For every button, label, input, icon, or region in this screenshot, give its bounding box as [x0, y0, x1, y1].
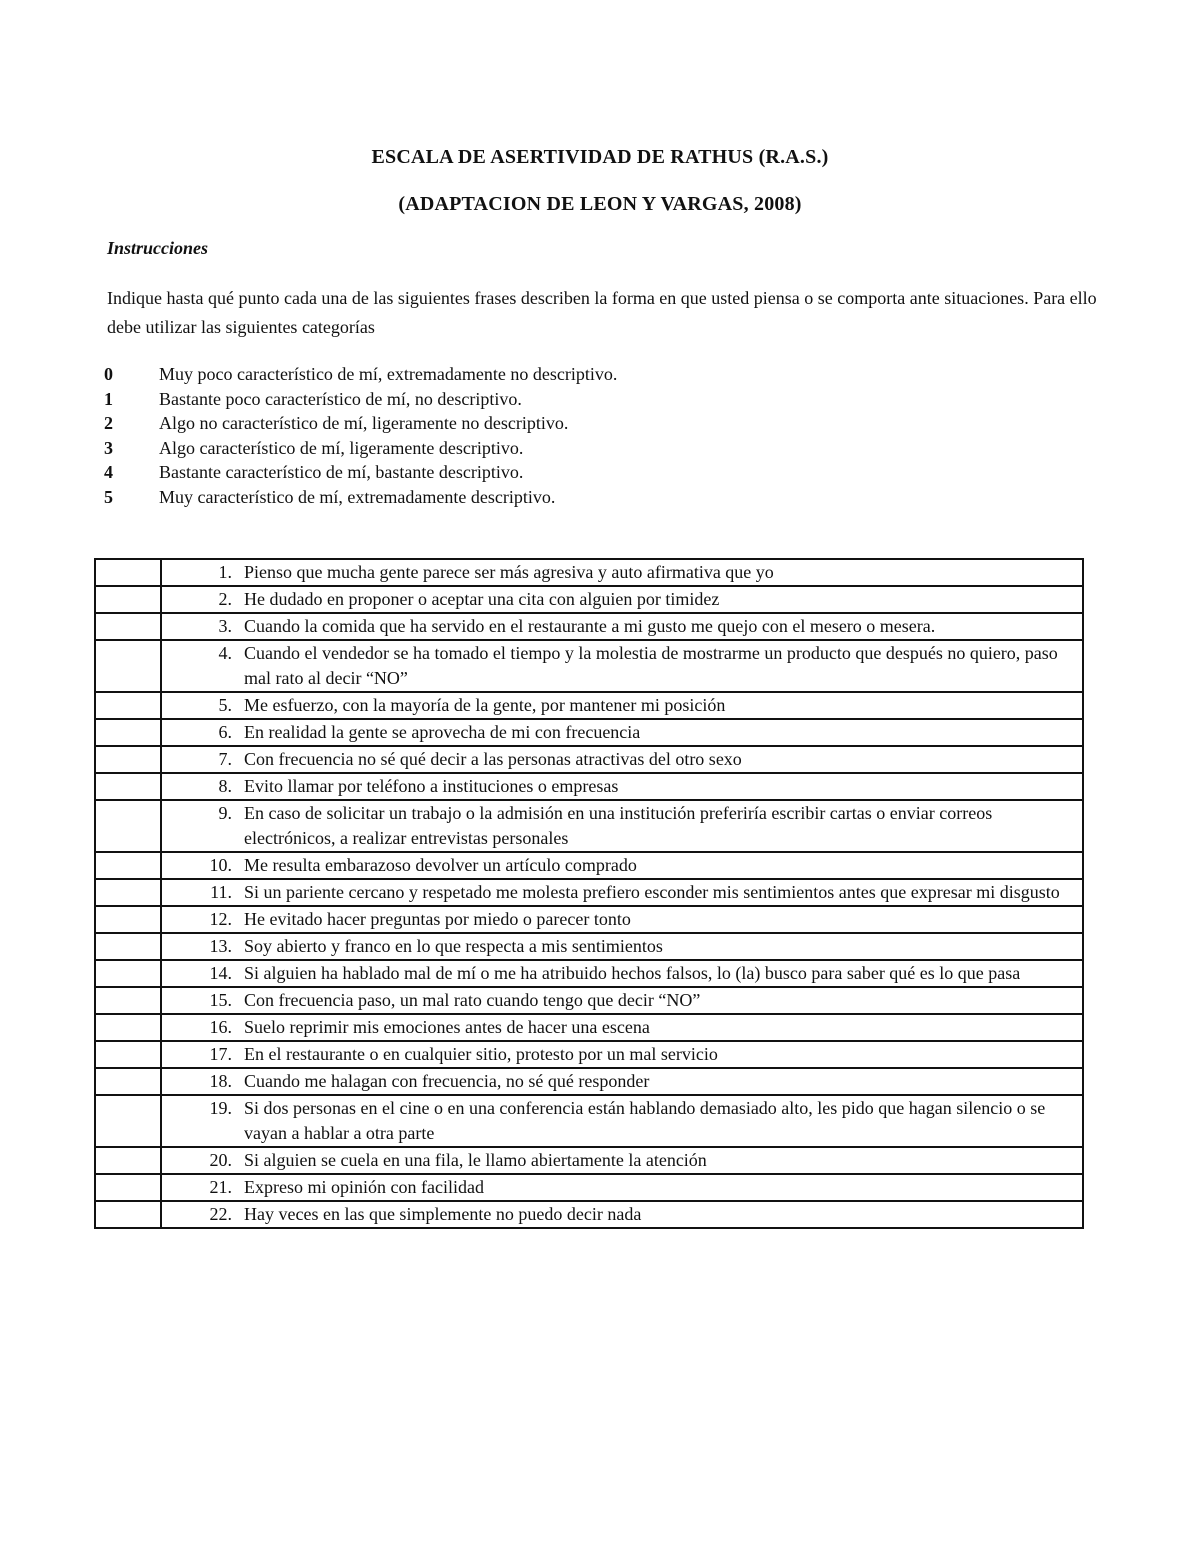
table-row [95, 640, 1083, 692]
item-text: Expreso mi opinión con facilidad [244, 1177, 484, 1197]
item-text: Si dos personas en el cine o en una conferencia están hablando demasiado alto, les pido que hagan silencio o se vayan a hablar a otra parte [244, 1098, 1046, 1143]
statement-cell [161, 1201, 1083, 1228]
statement-cell [161, 1014, 1083, 1041]
scale-value: 0 [104, 364, 113, 384]
scale-value: 3 [104, 437, 113, 458]
statement-cell [161, 1147, 1083, 1174]
answer-cell[interactable] [95, 692, 161, 719]
item-number: 12. [209, 909, 232, 929]
scale-entry [104, 460, 617, 485]
statement-cell [161, 559, 1083, 586]
item-text: Cuando el vendedor se ha tomado el tiempo y la molestia de mostrarme un producto que después no quiero, paso mal rato al decir “NO” [244, 643, 1058, 688]
answer-cell[interactable] [95, 1068, 161, 1095]
table-row [95, 852, 1083, 879]
item-number: 4. [218, 643, 232, 663]
item-text: En realidad la gente se aprovecha de mi con frecuencia [244, 722, 641, 742]
answer-cell[interactable] [95, 1174, 161, 1201]
item-text: Me resulta embarazoso devolver un artículo comprado [244, 855, 637, 875]
statement [162, 853, 1082, 878]
item-text: Pienso que mucha gente parece ser más agresiva y auto afirmativa que yo [244, 562, 774, 582]
statement-cell [161, 906, 1083, 933]
item-number: 10. [209, 855, 232, 875]
statement-cell [161, 800, 1083, 852]
item-number: 15. [209, 990, 232, 1010]
item-text: Si un pariente cercano y respetado me molesta prefiero esconder mis sentimientos antes que expresar mi disgusto [244, 882, 1060, 902]
statement [162, 747, 1082, 772]
scale-value: 5 [104, 486, 113, 507]
table-row [95, 800, 1083, 852]
statement-cell [161, 1095, 1083, 1147]
scale-label: Bastante característico de mí, bastante descriptivo. [159, 462, 524, 482]
statement [162, 1175, 1082, 1200]
item-text: He dudado en proponer o aceptar una cita con alguien por timidez [244, 589, 720, 609]
statement [162, 1015, 1082, 1040]
answer-cell[interactable] [95, 1147, 161, 1174]
item-number: 5. [218, 695, 232, 715]
answer-cell[interactable] [95, 613, 161, 640]
table-row [95, 933, 1083, 960]
item-number: 13. [209, 936, 232, 956]
statement-cell [161, 640, 1083, 692]
scale-label: Muy poco característico de mí, extremadamente no descriptivo. [159, 364, 618, 384]
scale-value: 4 [104, 462, 113, 482]
table-row [95, 586, 1083, 613]
statement [162, 907, 1082, 932]
scale-label: Bastante poco característico de mí, no descriptivo. [159, 388, 522, 409]
statement-cell [161, 933, 1083, 960]
statement-cell [161, 960, 1083, 987]
answer-cell[interactable] [95, 906, 161, 933]
table-row [95, 1095, 1083, 1147]
table-row [95, 773, 1083, 800]
statement-cell [161, 1068, 1083, 1095]
statement [162, 560, 1082, 585]
statement [162, 641, 1082, 691]
item-text: Soy abierto y franco en lo que respecta a mis sentimientos [244, 936, 663, 956]
statement [162, 1069, 1082, 1094]
item-text: He evitado hacer preguntas por miedo o parecer tonto [244, 909, 631, 929]
answer-cell[interactable] [95, 586, 161, 613]
table-row [95, 987, 1083, 1014]
statement [162, 774, 1082, 799]
items-table [94, 558, 1084, 1229]
table-row [95, 719, 1083, 746]
scale-entry [104, 485, 617, 510]
item-text: Cuando me halagan con frecuencia, no sé qué responder [244, 1071, 650, 1091]
item-text: En caso de solicitar un trabajo o la admisión en una institución preferiría escribir cartas o enviar correos electrónicos, a realizar entrevistas personales [244, 803, 993, 848]
statement-cell [161, 613, 1083, 640]
answer-cell[interactable] [95, 960, 161, 987]
item-number: 19. [209, 1098, 232, 1118]
statement-cell [161, 586, 1083, 613]
item-text: Con frecuencia no sé qué decir a las personas atractivas del otro sexo [244, 749, 742, 769]
item-text: Con frecuencia paso, un mal rato cuando tengo que decir “NO” [244, 990, 701, 1010]
answer-cell[interactable] [95, 933, 161, 960]
item-number: 21. [209, 1177, 232, 1197]
statement [162, 693, 1082, 718]
statement-cell [161, 1174, 1083, 1201]
item-text: Si alguien se cuela en una fila, le llamo abiertamente la atención [244, 1150, 707, 1170]
statement-cell [161, 746, 1083, 773]
item-number: 22. [209, 1204, 232, 1224]
answer-cell[interactable] [95, 640, 161, 692]
table-row [95, 1147, 1083, 1174]
statement-cell [161, 879, 1083, 906]
item-number: 2. [218, 589, 232, 609]
statement [162, 801, 1082, 851]
answer-cell[interactable] [95, 559, 161, 586]
table-row [95, 613, 1083, 640]
item-number: 3. [218, 616, 232, 636]
item-number: 20. [209, 1150, 232, 1170]
statement [162, 720, 1082, 745]
item-number: 9. [218, 803, 232, 823]
statement [162, 988, 1082, 1013]
item-number: 8. [218, 776, 232, 796]
scale-entry [104, 362, 617, 387]
item-number: 18. [209, 1071, 232, 1091]
statement-cell [161, 773, 1083, 800]
statement [162, 880, 1082, 905]
item-number: 6. [218, 722, 232, 742]
scale-entry [104, 411, 617, 436]
item-text: Suelo reprimir mis emociones antes de hacer una escena [244, 1017, 650, 1037]
answer-cell[interactable] [95, 1201, 161, 1228]
item-number: 16. [209, 1017, 232, 1037]
table-row [95, 960, 1083, 987]
scale-legend [104, 362, 617, 509]
statement [162, 1096, 1082, 1146]
statement-cell [161, 692, 1083, 719]
answer-cell[interactable] [95, 852, 161, 879]
statement [162, 961, 1082, 986]
page-title: ESCALA DE ASERTIVIDAD DE RATHUS (R.A.S.) [371, 146, 829, 168]
answer-cell[interactable] [95, 987, 161, 1014]
scale-label: Muy característico de mí, extremadamente descriptivo. [159, 486, 556, 507]
table-row [95, 1201, 1083, 1228]
item-text: Me esfuerzo, con la mayoría de la gente, por mantener mi posición [244, 695, 726, 715]
statement-cell [161, 1041, 1083, 1068]
answer-cell[interactable] [95, 1014, 161, 1041]
statement [162, 934, 1082, 959]
instructions-heading: Instrucciones [107, 238, 209, 258]
answer-cell[interactable] [95, 1095, 161, 1147]
table-row [95, 879, 1083, 906]
table-row [95, 1041, 1083, 1068]
item-text: Si alguien ha hablado mal de mí o me ha atribuido hechos falsos, lo (la) busco para saber qué es lo que pasa [244, 963, 1021, 983]
item-text: Evito llamar por teléfono a instituciones o empresas [244, 776, 619, 796]
item-number: 11. [210, 882, 232, 902]
item-text: En el restaurante o en cualquier sitio, protesto por un mal servicio [244, 1044, 718, 1064]
answer-cell[interactable] [95, 719, 161, 746]
statement [162, 587, 1082, 612]
scale-entry [104, 436, 617, 461]
statement [162, 1202, 1082, 1227]
statement-cell [161, 987, 1083, 1014]
answer-cell[interactable] [95, 800, 161, 852]
scale-value: 2 [104, 413, 113, 433]
instructions-text: Indique hasta qué punto cada una de las siguientes frases describen la forma en que usted piensa o se comporta ante situaciones. Para ello debe utilizar las siguientes categorías [107, 288, 1097, 337]
item-text: Hay veces en las que simplemente no puedo decir nada [244, 1204, 642, 1224]
item-number: 14. [209, 963, 232, 983]
item-text: Cuando la comida que ha servido en el restaurante a mi gusto me quejo con el mesero o mesera. [244, 616, 936, 636]
scale-entry [104, 387, 617, 412]
answer-cell[interactable] [95, 746, 161, 773]
answer-cell[interactable] [95, 1041, 161, 1068]
scale-label: Algo no característico de mí, ligeramente no descriptivo. [159, 413, 569, 433]
items-table-body [95, 559, 1083, 1228]
table-row [95, 746, 1083, 773]
table-row [95, 1014, 1083, 1041]
statement [162, 1042, 1082, 1067]
table-row [95, 1174, 1083, 1201]
table-row [95, 906, 1083, 933]
item-number: 17. [209, 1044, 232, 1064]
item-number: 7. [218, 749, 232, 769]
statement [162, 614, 1082, 639]
scale-value: 1 [104, 388, 113, 409]
statement-cell [161, 719, 1083, 746]
table-row [95, 1068, 1083, 1095]
table-row [95, 559, 1083, 586]
statement-cell [161, 852, 1083, 879]
page-subtitle: (ADAPTACION DE LEON Y VARGAS, 2008) [398, 193, 802, 215]
answer-cell[interactable] [95, 879, 161, 906]
statement [162, 1148, 1082, 1173]
item-number: 1. [218, 562, 232, 582]
scale-label: Algo característico de mí, ligeramente descriptivo. [159, 437, 524, 458]
table-row [95, 692, 1083, 719]
answer-cell[interactable] [95, 773, 161, 800]
